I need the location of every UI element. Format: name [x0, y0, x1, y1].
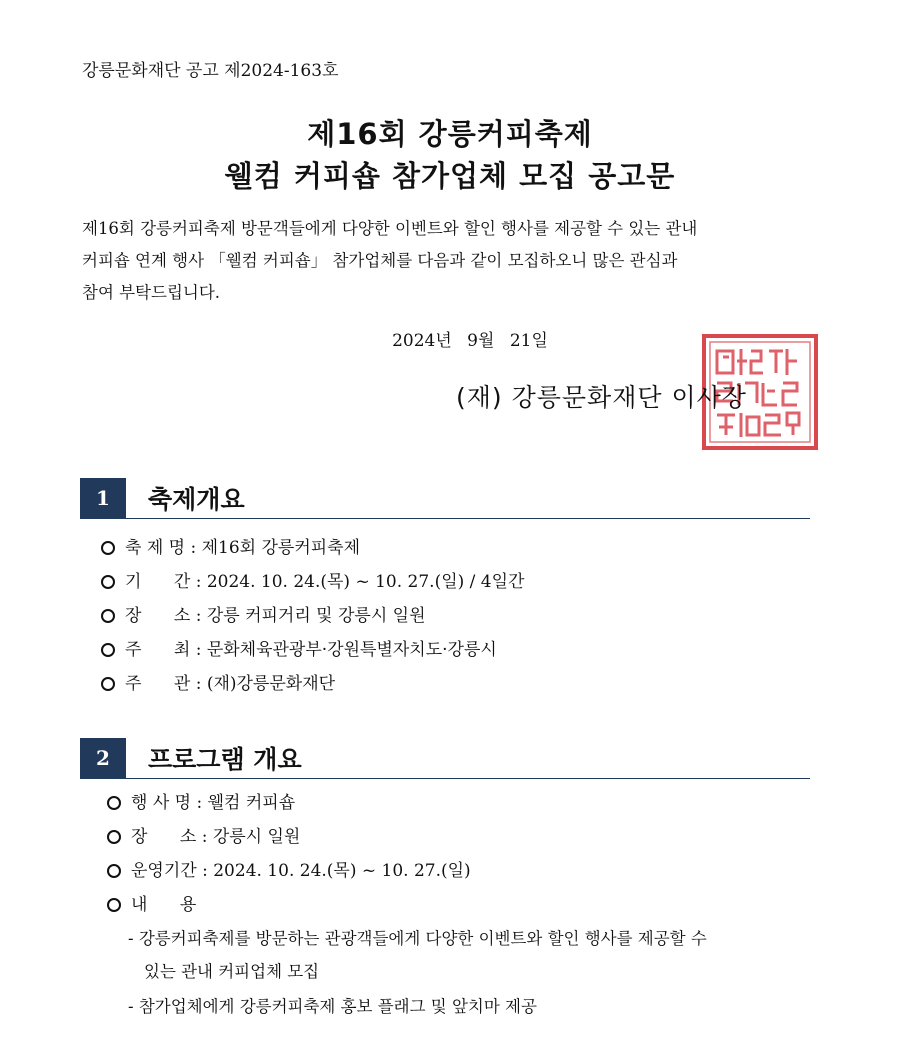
notice-number: 강릉문화재단 공고 제2024-163호: [82, 61, 339, 81]
document-title-line1: 제16회 강릉커피축제: [307, 117, 593, 151]
intro-line: 참여 부탁드립니다.: [82, 283, 221, 302]
circle-bullet-icon: [101, 541, 115, 555]
list-item: 장 소 : 강릉 커피거리 및 강릉시 일원: [101, 599, 524, 633]
circle-bullet-icon: [101, 643, 115, 657]
list-item: 주 관 : (재)강릉문화재단: [101, 667, 524, 701]
section-number: 2: [80, 738, 126, 778]
intro-line: 커피숍 연계 행사 「웰컴 커피숍」 참가업체를 다음과 같이 모집하오니 많은 관심과: [82, 251, 678, 270]
circle-bullet-icon: [101, 677, 115, 691]
list-item: 주 최 : 문화체육관광부·강원특별자치도·강릉시: [101, 633, 524, 667]
list-item: 축 제 명 : 제16회 강릉커피축제: [101, 531, 524, 565]
section-number: 1: [80, 478, 126, 518]
program-overview-list: [107, 786, 471, 922]
circle-bullet-icon: [107, 796, 121, 810]
circle-bullet-icon: [101, 575, 115, 589]
detail-item: - 참가업체에게 강릉커피축제 홍보 플래그 및 앞치마 제공: [128, 997, 537, 1016]
notice-date: 2024년 9월 21일: [392, 331, 548, 351]
section-title: 프로그램 개요: [148, 745, 302, 774]
document-title-line2: 웰컴 커피숍 참가업체 모집 공고문: [224, 159, 676, 193]
circle-bullet-icon: [101, 609, 115, 623]
section-title: 축제개요: [148, 485, 245, 514]
intro-line: 제16회 강릉커피축제 방문객들에게 다양한 이벤트와 할인 행사를 제공할 수 있는 관내: [82, 219, 698, 238]
detail-item: - 강릉커피축제를 방문하는 관광객들에게 다양한 이벤트와 할인 행사를 제공할 수: [128, 929, 707, 948]
circle-bullet-icon: [107, 898, 121, 912]
list-item: 운영기간 : 2024. 10. 24.(목) ~ 10. 27.(일): [107, 854, 471, 888]
list-item: 기 간 : 2024. 10. 24.(목) ~ 10. 27.(일) / 4일간: [101, 565, 524, 599]
circle-bullet-icon: [107, 830, 121, 844]
section-heading-overview: [80, 478, 810, 519]
festival-overview-list: [101, 531, 524, 701]
detail-item-continuation: 있는 관내 커피업체 모집: [144, 962, 320, 981]
list-item: 장 소 : 강릉시 일원: [107, 820, 471, 854]
program-detail-list: [128, 922, 707, 1023]
intro-paragraph: [82, 213, 822, 309]
issuer-name: (재) 강릉문화재단 이사장: [456, 383, 747, 412]
list-item: 행 사 명 : 웰컴 커피숍: [107, 786, 471, 820]
circle-bullet-icon: [107, 864, 121, 878]
section-heading-program: [80, 738, 810, 779]
list-item: 내 용: [107, 888, 471, 922]
